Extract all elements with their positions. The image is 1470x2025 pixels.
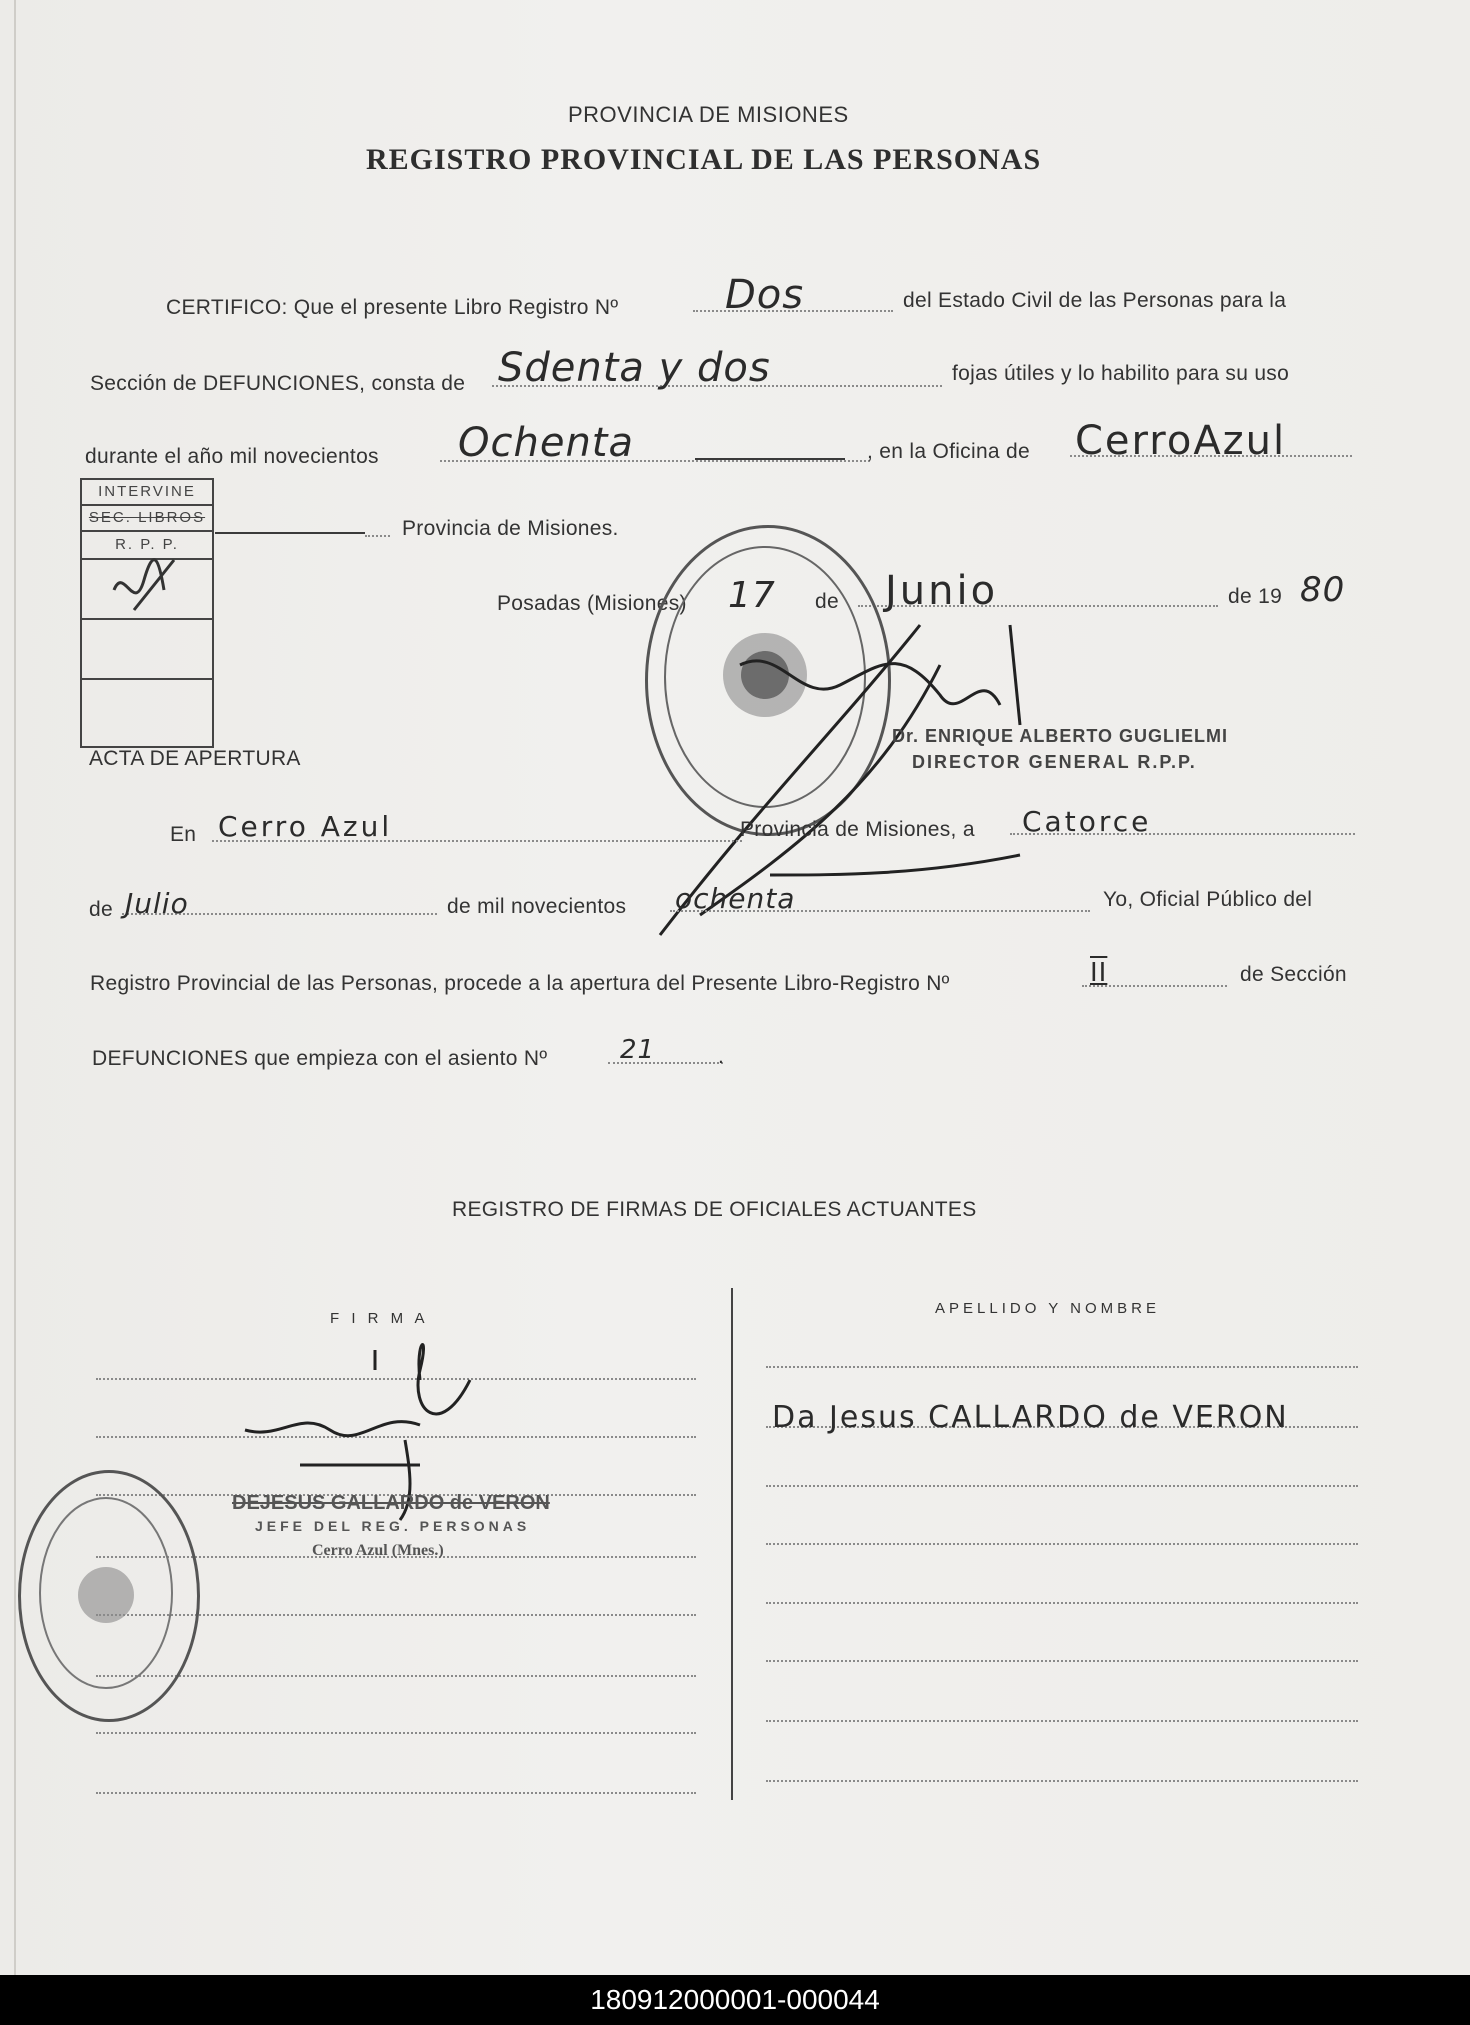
initials-scribble-icon (104, 560, 184, 620)
book-roman-handwritten: II (1090, 958, 1108, 988)
intervine-box (80, 478, 214, 748)
certificate-line1-suffix: del Estado Civil de las Personas para la (903, 289, 1287, 312)
province-dotted-line (365, 535, 390, 537)
name-row-line-1 (766, 1366, 1358, 1368)
acta-en-label: En (170, 823, 197, 846)
pages-count-handwritten: Sdenta y dos (498, 345, 771, 391)
posadas-label: Posadas (Misiones) (497, 592, 687, 615)
name-row-line-4 (766, 1543, 1358, 1545)
column-divider (731, 1288, 733, 1800)
de-label: de (815, 590, 839, 613)
stamp-official-name: DEJESUS GALLARDO de VERON (232, 1492, 550, 1514)
stamp-official-title: JEFE DEL REG. PERSONAS (255, 1518, 531, 1534)
signatures-title: REGISTRO DE FIRMAS DE OFICIALES ACTUANTES (452, 1198, 977, 1221)
director-title-stamp: DIRECTOR GENERAL R.P.P. (912, 752, 1197, 772)
acta-de-label: de (89, 898, 113, 921)
year-acta-handwritten: ochenta (675, 882, 796, 915)
book-number-handwritten: Dos (725, 272, 805, 318)
certificate-line2-suffix: fojas útiles y lo habilito para su uso (952, 362, 1290, 385)
day-words-handwritten: Catorce (1022, 805, 1152, 838)
intervine-label: INTERVINE (82, 480, 212, 506)
acta-province-label: Provincia de Misiones, a (740, 818, 975, 841)
year-suffix-handwritten: 80 (1300, 570, 1346, 610)
rpp-label: R. P. P. (82, 532, 212, 560)
acta-line4-end: . (718, 1045, 725, 1068)
certificate-line2-prefix: Sección de DEFUNCIONES, consta de (90, 372, 466, 395)
name-row-line-6 (766, 1660, 1358, 1662)
acta-official-label: Yo, Oficial Público del (1103, 888, 1313, 911)
empty-cell-1 (82, 620, 212, 680)
office-seal-emblem-icon (18, 1470, 194, 1716)
name-column-header: APELLIDO Y NOMBRE (935, 1300, 1161, 1317)
document-id-footer: 180912000001-000044 (0, 1975, 1470, 2025)
name-row-line-5 (766, 1602, 1358, 1604)
firma-row-line-7 (96, 1732, 696, 1734)
acta-line3-prefix: Registro Provincial de las Personas, procede a la apertura del Presente Libro-Registro Nº (90, 972, 950, 995)
name-row-line-7 (766, 1720, 1358, 1722)
year-fill-line (695, 458, 845, 460)
registry-title: REGISTRO PROVINCIAL DE LAS PERSONAS (366, 143, 1042, 176)
certificate-line3-middle: , en la Oficina de (867, 440, 1030, 463)
entry-number-handwritten: 21 (620, 1035, 656, 1065)
official-name-handwritten: Da Jesus CALLARDO de VERON (772, 1400, 1289, 1435)
sec-libros-label: SEC. LIBROS (82, 506, 212, 532)
year-words-handwritten: Ochenta (458, 420, 634, 466)
firma-column-header: F I R M A (330, 1310, 429, 1327)
month-handwritten: Junio (885, 568, 999, 614)
month-acta-handwritten: Julio (125, 887, 189, 920)
acta-line4-prefix: DEFUNCIONES que empieza con el asiento Nº (92, 1047, 548, 1070)
office-handwritten: CerroAzul (1075, 418, 1287, 464)
firma-row-line-8 (96, 1792, 696, 1794)
stamp-official-place: Cerro Azul (Mnes.) (312, 1542, 444, 1559)
day-handwritten: 17 (728, 575, 776, 616)
certificate-line1-prefix: CERTIFICO: Que el presente Libro Registro Nº (166, 296, 619, 319)
province-fill-line (215, 532, 365, 534)
place-handwritten: Cerro Azul (218, 810, 393, 843)
certificate-line3-prefix: durante el año mil novecientos (85, 445, 379, 468)
director-name-stamp: Dr. ENRIQUE ALBERTO GUGLIELMI (892, 726, 1229, 746)
acta-line3-suffix: de Sección (1240, 963, 1347, 986)
name-row-line-3 (766, 1485, 1358, 1487)
name-row-line-8 (766, 1780, 1358, 1782)
year-prefix-label: de 19 (1228, 585, 1283, 608)
acta-title: ACTA DE APERTURA (89, 747, 301, 770)
province-heading: PROVINCIA DE MISIONES (568, 102, 849, 127)
certificate-line4-suffix: Provincia de Misiones. (402, 517, 619, 540)
acta-year-label: de mil novecientos (447, 895, 627, 918)
